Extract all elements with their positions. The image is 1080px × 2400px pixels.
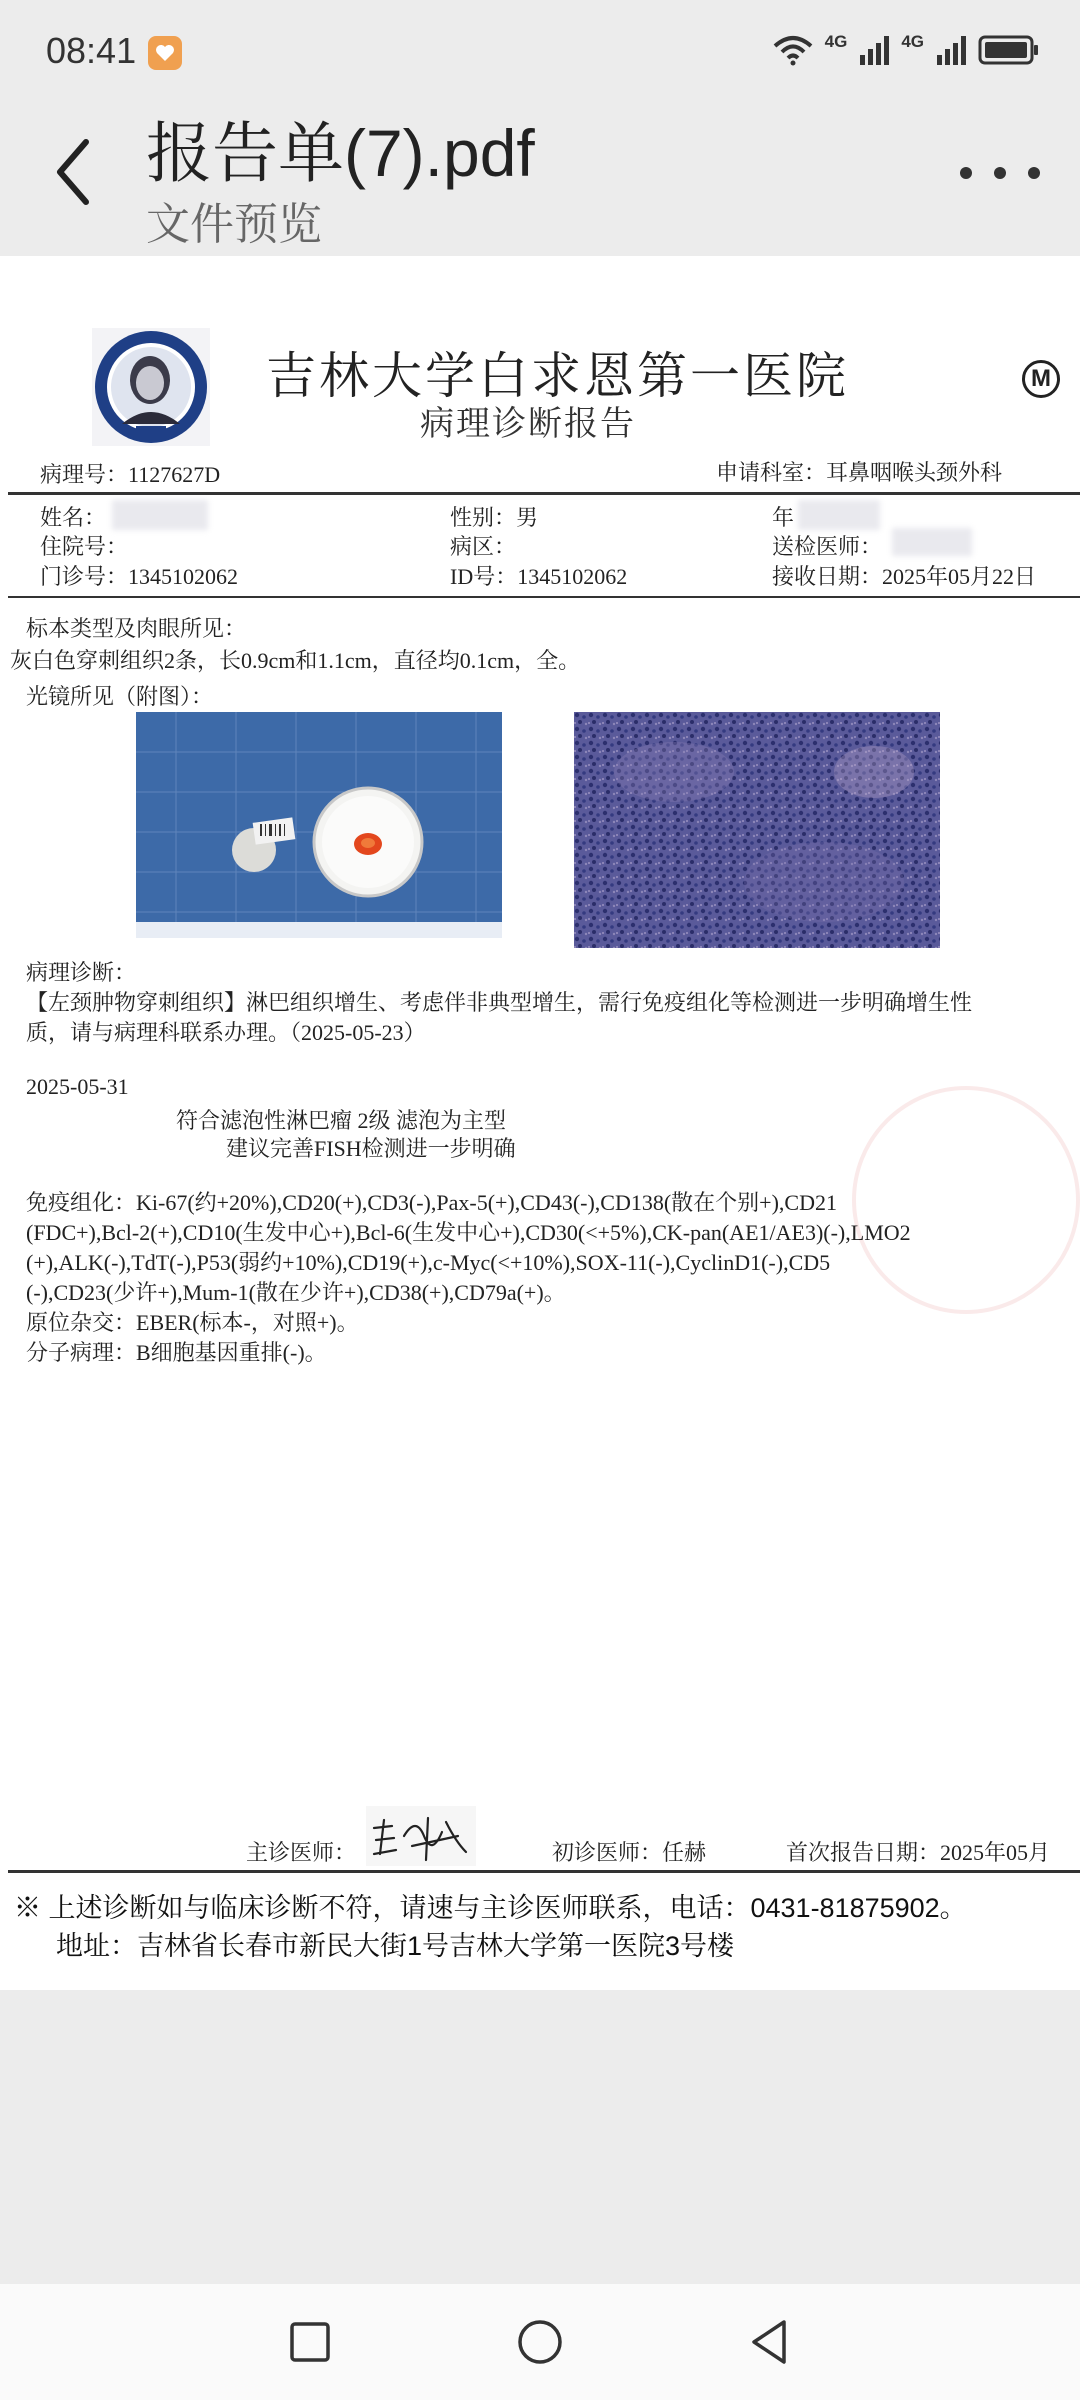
department-label: 申请科室：: [716, 460, 827, 485]
department-row: [716, 456, 1002, 487]
ward-label: 病区：: [450, 534, 517, 559]
diagnosis-heading: 病理诊断：: [26, 960, 137, 985]
pdf-preview-page[interactable]: [0, 256, 1080, 1990]
hospital-seal-watermark: [852, 1086, 1080, 1314]
system-nav-bar: [0, 2284, 1080, 2400]
ihc-line-2: (FDC+),Bcl-2(+),CD10(生发中心+),Bcl-6(生发中心+),CD30(<+5%),CK-pan(AE1/AE3)(-),LMO2: [26, 1220, 911, 1245]
chevron-left-icon: [40, 130, 110, 210]
specimen-heading: 标本类型及肉眼所见：: [26, 616, 247, 641]
age-label: 年: [772, 505, 795, 530]
initial-doctor-label: 初诊医师：: [552, 1840, 663, 1865]
back-button[interactable]: [40, 130, 110, 210]
status-bar: [0, 0, 1080, 100]
chief-doctor-label: 主诊医师：: [246, 1840, 357, 1865]
specimen-text: 灰白色穿刺组织2条，长0.9cm和1.1cm，直径均0.1cm，全。: [10, 648, 581, 673]
first-report-row: [786, 1836, 1050, 1867]
redacted-age: [798, 500, 880, 530]
file-subtitle: 文件预览: [146, 200, 322, 249]
outpatient-row: [40, 560, 238, 591]
notification-app-icon: [148, 36, 182, 70]
header-divider: [8, 492, 1080, 495]
name-row: 姓名：: [40, 505, 107, 530]
doctor-label: 送检医师：: [772, 534, 883, 559]
inpatient-no-label: 住院号：: [40, 534, 129, 559]
initial-doctor: 任赫: [662, 1840, 707, 1865]
circle-home-icon: [510, 2312, 570, 2372]
diagnosis-line-2: 质，请与病理科联系办理。（2025-05-23）: [26, 1020, 426, 1045]
recents-button[interactable]: [280, 2312, 340, 2372]
signal-icon: [859, 35, 889, 70]
received-row: [772, 560, 1036, 591]
id-no: 1345102062: [517, 564, 628, 589]
gross-specimen-photo: [136, 712, 502, 938]
battery-icon: [978, 34, 1040, 71]
received-label: 接收日期：: [772, 564, 883, 589]
molecular-line: 分子病理：B细胞基因重排(-)。: [26, 1340, 327, 1365]
back-nav-button[interactable]: [740, 2312, 800, 2372]
first-report-date: 2025年05月: [940, 1840, 1051, 1865]
signal-icon: [936, 35, 966, 70]
ish-line: 原位杂交：EBER(标本-，对照+)。: [26, 1310, 359, 1335]
redacted-doctor: [892, 528, 972, 556]
department: 耳鼻咽喉头颈外科: [826, 460, 1003, 485]
report-title: 病理诊断报告: [420, 406, 636, 443]
update-line-1: 符合滤泡性淋巴瘤 2级 滤泡为主型: [176, 1108, 507, 1133]
first-report-label: 首次报告日期：: [786, 1840, 941, 1865]
ihc-line-1: 免疫组化：Ki-67(约+20%),CD20(+),CD3(-),Pax-5(+),CD43(-),CD138(散在个别+),CD21: [26, 1190, 837, 1215]
ihc-line-3: (+),ALK(-),TdT(-),P53(弱约+10%),CD19(+),c-Myc(<+10%),SOX-11(-),CyclinD1(-),CD5: [26, 1250, 831, 1275]
update-date: 2025-05-31: [26, 1074, 129, 1099]
pathology-no-label: 病理号：: [40, 462, 129, 487]
hospital-logo: [92, 328, 210, 446]
file-title: 报告单(7).pdf: [146, 116, 535, 190]
update-line-2: 建议完善FISH检测进一步明确: [226, 1136, 516, 1161]
redacted-name: [112, 500, 208, 530]
info-divider: [8, 596, 1080, 598]
initial-doctor-row: [552, 1836, 706, 1867]
app-bar: [0, 100, 1080, 256]
outpatient-no-label: 门诊号：: [40, 564, 129, 589]
histology-photo: [574, 712, 940, 948]
square-recents-icon: [280, 2312, 340, 2372]
network-type-1: 4G: [824, 32, 848, 51]
home-button[interactable]: [510, 2312, 570, 2372]
id-label: ID号：: [450, 564, 518, 589]
gender-label: 性别：: [450, 505, 517, 530]
diagnosis-line-1: 【左颈肿物穿刺组织】淋巴组织增生、考虑伴非典型增生，需行免疫组化等检测进一步明确增生性: [26, 990, 973, 1015]
outpatient-no: 1345102062: [128, 564, 239, 589]
footer-divider: [8, 1870, 1080, 1873]
gender-row: [450, 501, 538, 532]
ihc-line-4: (-),CD23(少许+),Mum-1(散在少许+),CD38(+),CD79a(+)。: [26, 1280, 566, 1305]
id-row: [450, 560, 627, 591]
pathology-no: 1127627D: [128, 462, 221, 487]
status-time: 08:41: [46, 30, 137, 71]
network-type-2: 4G: [901, 32, 924, 51]
hospital-name: 吉林大学白求恩第一医院: [266, 348, 849, 404]
footer-address: 地址：吉林省长春市新民大街1号吉林大学第一医院3号楼: [56, 1931, 735, 1961]
wifi-icon: [773, 34, 813, 71]
more-dots-icon: [960, 167, 972, 179]
gender: 男: [516, 505, 539, 530]
triangle-back-icon: [740, 2312, 800, 2372]
received-date: 2025年05月22日: [882, 564, 1037, 589]
chief-doctor-signature: [366, 1806, 476, 1866]
m-circle-mark: M: [1022, 360, 1060, 398]
microscope-heading: 光镜所见（附图）：: [26, 684, 214, 709]
footer-note: ※ 上述诊断如与临床诊断不符，请速与主诊医师联系，电话：0431-81875902。: [14, 1893, 967, 1923]
pathology-no-row: [40, 458, 220, 489]
more-options-button[interactable]: [960, 158, 1040, 188]
